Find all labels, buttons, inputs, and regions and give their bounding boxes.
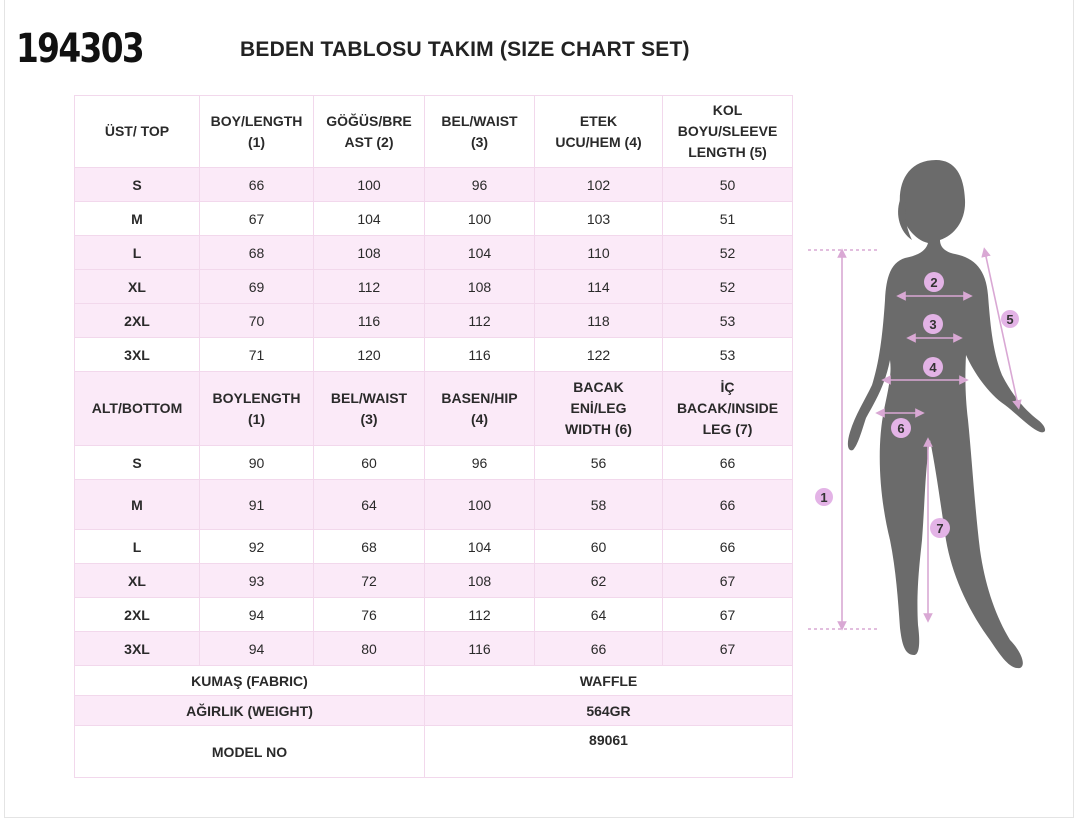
table-row	[75, 632, 793, 666]
table-cell: 66	[663, 530, 793, 564]
size-label: L	[75, 236, 200, 270]
table-row	[75, 446, 793, 480]
table-cell: 100	[425, 480, 535, 530]
bottom-header-cell: BASEN/HIP (4)	[425, 372, 535, 446]
top-header-cell: GÖĞÜS/BRE AST (2)	[314, 96, 425, 168]
marker-2-label: 2	[930, 275, 938, 290]
table-cell: 64	[314, 480, 425, 530]
marker-3-label: 3	[929, 317, 937, 332]
table-cell: 112	[425, 598, 535, 632]
table-cell: 114	[535, 270, 663, 304]
table-row	[75, 598, 793, 632]
table-cell: 104	[425, 236, 535, 270]
table-cell: 60	[314, 446, 425, 480]
info-row-fabric	[75, 666, 793, 696]
table-cell: 96	[425, 446, 535, 480]
table-cell: 90	[200, 446, 314, 480]
bottom-header-cell: İÇ BACAK/INSIDE LEG (7)	[663, 372, 793, 446]
table-cell: 116	[314, 304, 425, 338]
table-cell: 60	[535, 530, 663, 564]
top-header-cell: BOY/LENGTH (1)	[200, 96, 314, 168]
table-cell: 112	[314, 270, 425, 304]
marker-6-label: 6	[897, 421, 905, 436]
body-silhouette	[848, 160, 1045, 668]
table-cell: 116	[425, 632, 535, 666]
body-measurement-figure	[800, 150, 1070, 670]
marker-1-badge	[815, 488, 833, 506]
table-cell: 110	[535, 236, 663, 270]
table-cell: 66	[663, 480, 793, 530]
table-cell: 67	[663, 632, 793, 666]
table-cell: 104	[425, 530, 535, 564]
table-row	[75, 270, 793, 304]
top-header-cell: KOL BOYU/SLEEVE LENGTH (5)	[663, 96, 793, 168]
table-row	[75, 202, 793, 236]
size-label: 2XL	[75, 598, 200, 632]
info-value: WAFFLE	[425, 666, 793, 696]
size-table	[74, 95, 793, 778]
table-cell: 108	[425, 564, 535, 598]
size-label: 3XL	[75, 632, 200, 666]
table-cell: 100	[314, 168, 425, 202]
size-label: 2XL	[75, 304, 200, 338]
table-cell: 67	[663, 598, 793, 632]
table-cell: 58	[535, 480, 663, 530]
table-cell: 66	[535, 632, 663, 666]
table-cell: 52	[663, 270, 793, 304]
table-row	[75, 304, 793, 338]
table-cell: 52	[663, 236, 793, 270]
table-cell: 102	[535, 168, 663, 202]
table-cell: 50	[663, 168, 793, 202]
top-header-row	[75, 96, 793, 168]
table-cell: 108	[425, 270, 535, 304]
table-row	[75, 564, 793, 598]
table-cell: 71	[200, 338, 314, 372]
info-label: MODEL NO	[75, 726, 425, 778]
bottom-header-cell: BACAK ENİ/LEG WIDTH (6)	[535, 372, 663, 446]
table-cell: 67	[200, 202, 314, 236]
table-cell: 93	[200, 564, 314, 598]
table-cell: 66	[200, 168, 314, 202]
marker-7-label: 7	[936, 521, 944, 536]
size-label: XL	[75, 270, 200, 304]
table-cell: 70	[200, 304, 314, 338]
marker-5-label: 5	[1006, 312, 1014, 327]
bottom-header-row	[75, 372, 793, 446]
table-cell: 69	[200, 270, 314, 304]
table-cell: 53	[663, 304, 793, 338]
table-cell: 96	[425, 168, 535, 202]
table-row	[75, 338, 793, 372]
table-cell: 94	[200, 632, 314, 666]
size-label: XL	[75, 564, 200, 598]
table-row	[75, 480, 793, 530]
table-cell: 62	[535, 564, 663, 598]
info-row-weight	[75, 696, 793, 726]
bottom-header-cell: BEL/WAIST (3)	[314, 372, 425, 446]
size-label: M	[75, 480, 200, 530]
chart-title: BEDEN TABLOSU TAKIM (SIZE CHART SET)	[240, 38, 690, 61]
info-value: 564GR	[425, 696, 793, 726]
marker-1-label: 1	[820, 490, 828, 505]
marker-3-badge	[923, 314, 943, 334]
table-cell: 104	[314, 202, 425, 236]
table-row	[75, 530, 793, 564]
table-cell: 92	[200, 530, 314, 564]
table-cell: 76	[314, 598, 425, 632]
bottom-header-cell: ALT/BOTTOM	[75, 372, 200, 446]
table-cell: 68	[314, 530, 425, 564]
marker-4-label: 4	[929, 360, 937, 375]
table-cell: 103	[535, 202, 663, 236]
bottom-header-cell: BOYLENGTH (1)	[200, 372, 314, 446]
top-header-cell: BEL/WAIST (3)	[425, 96, 535, 168]
table-cell: 112	[425, 304, 535, 338]
table-cell: 80	[314, 632, 425, 666]
table-row	[75, 236, 793, 270]
table-cell: 51	[663, 202, 793, 236]
size-label: 3XL	[75, 338, 200, 372]
table-cell: 64	[535, 598, 663, 632]
top-header-cell: ÜST/ TOP	[75, 96, 200, 168]
product-code: 194303	[16, 26, 144, 72]
table-cell: 120	[314, 338, 425, 372]
table-cell: 68	[200, 236, 314, 270]
size-label: S	[75, 168, 200, 202]
table-cell: 72	[314, 564, 425, 598]
table-cell: 67	[663, 564, 793, 598]
table-cell: 100	[425, 202, 535, 236]
marker-5-badge	[1001, 310, 1019, 328]
table-cell: 116	[425, 338, 535, 372]
marker-2-badge	[924, 272, 944, 292]
marker-7-badge	[930, 518, 950, 538]
size-label: L	[75, 530, 200, 564]
table-cell: 118	[535, 304, 663, 338]
info-label: KUMAŞ (FABRIC)	[75, 666, 425, 696]
info-row-model	[75, 726, 793, 778]
table-cell: 122	[535, 338, 663, 372]
table-cell: 66	[663, 446, 793, 480]
table-cell: 91	[200, 480, 314, 530]
info-value: 89061	[425, 726, 793, 778]
table-cell: 108	[314, 236, 425, 270]
table-row	[75, 168, 793, 202]
info-label: AĞIRLIK (WEIGHT)	[75, 696, 425, 726]
table-cell: 53	[663, 338, 793, 372]
size-label: S	[75, 446, 200, 480]
marker-6-badge	[891, 418, 911, 438]
size-label: M	[75, 202, 200, 236]
top-header-cell: ETEK UCU/HEM (4)	[535, 96, 663, 168]
table-cell: 56	[535, 446, 663, 480]
marker-4-badge	[923, 357, 943, 377]
table-cell: 94	[200, 598, 314, 632]
